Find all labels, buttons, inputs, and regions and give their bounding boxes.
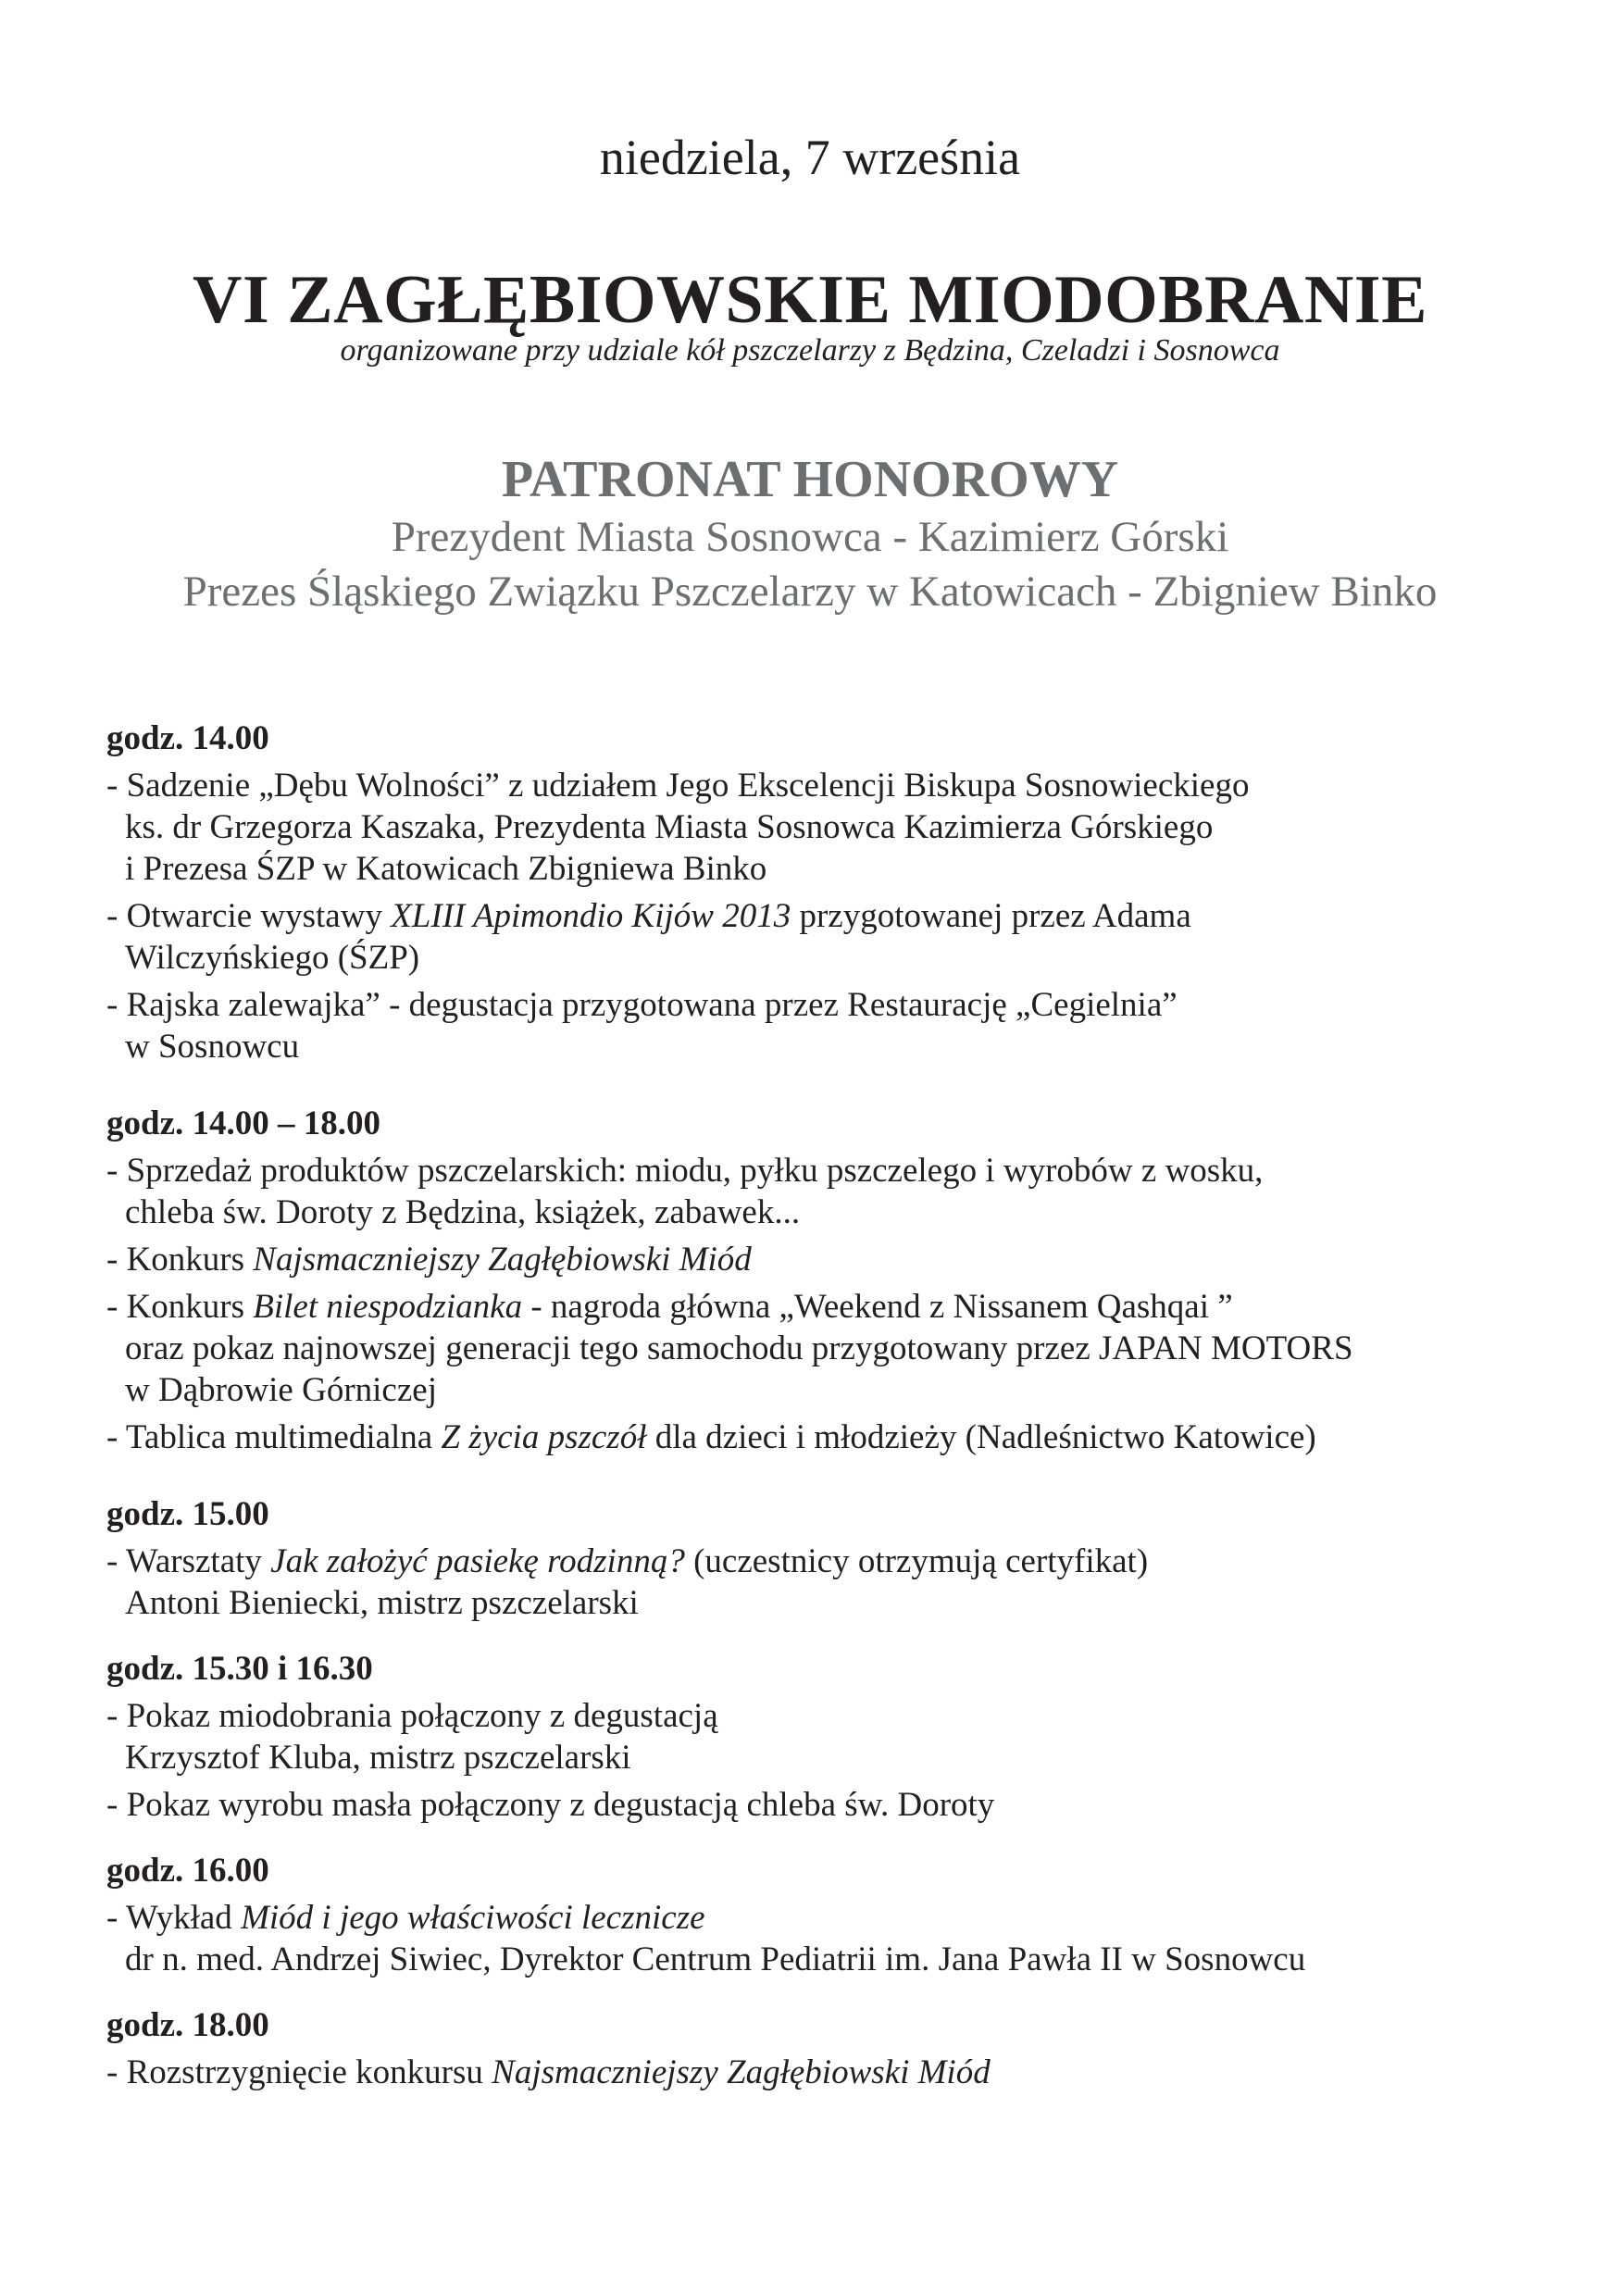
event-date: niedziela, 7 września [599, 130, 1021, 185]
schedule-item [106, 1239, 1551, 1280]
schedule-block [106, 1850, 1551, 1980]
schedule-item [106, 1541, 1551, 1624]
item-text: Wilczyńskiego (ŚZP) [125, 939, 420, 977]
item-text: dr n. med. Andrzej Siwiec, Dyrektor Centrum Pediatrii im. Jana Pawła II w Sosnowcu [125, 1940, 1306, 1978]
item-text [106, 1239, 1551, 1280]
item-text: - Rajska zalewajka” - degustacja przygotowana przez Restaurację „Cegielnia” [106, 986, 1178, 1024]
item-text-italic: Jak założyć pasiekę rodzinną? [270, 1542, 685, 1580]
item-text-plain: - Tablica multimedialna [106, 1418, 442, 1456]
patronage-line: Prezydent Miasta Sosnowca - Kazimierz Górski [391, 513, 1229, 561]
schedule-item [106, 1150, 1551, 1233]
item-text-plain: (uczestnicy otrzymują certyfikat) [684, 1542, 1149, 1580]
item-text: - Sprzedaż produktów pszczelarskich: miodu, pyłku pszczelego i wyrobów z wosku, [106, 1152, 1264, 1190]
schedule-item [106, 1286, 1551, 1411]
item-text-italic: Najsmaczniejszy Zagłębiowski Miód [492, 2053, 991, 2091]
schedule-item [106, 1784, 1551, 1826]
schedule-block [106, 1648, 1551, 1826]
item-text: - Sadzenie „Dębu Wolności” z udziałem Jego Ekscelencji Biskupa Sosnowieckiego [106, 767, 1250, 805]
item-text-plain: - Warsztaty [106, 1542, 271, 1580]
item-text [106, 895, 1551, 937]
item-text: w Dąbrowie Górniczej [125, 1371, 437, 1409]
item-text: Krzysztof Kluba, mistrz pszczelarski [125, 1739, 631, 1777]
item-text-italic: Bilet niespodzianka [253, 1288, 523, 1326]
schedule-block [106, 1493, 1551, 1624]
schedule-time: godz. 14.00 [106, 719, 269, 757]
schedule-item [106, 2052, 1551, 2093]
program-schedule [106, 718, 1551, 2117]
schedule-item [106, 765, 1551, 890]
schedule-time: godz. 18.00 [106, 2006, 269, 2044]
patronage-heading: PATRONAT HONOROWY [501, 451, 1119, 508]
schedule-item [106, 984, 1551, 1067]
schedule-item [106, 895, 1551, 979]
item-text-plain: - nagroda główna „Weekend z Nissanem Qashqai ” [522, 1288, 1233, 1326]
item-text-plain: dla dzieci i młodzieży (Nadleśnictwo Katowice) [646, 1418, 1316, 1456]
item-text [106, 1541, 1551, 1582]
item-text: w Sosnowcu [125, 1028, 300, 1066]
item-text: oraz pokaz najnowszej generacji tego samochodu przygotowany przez JAPAN MOTORS [125, 1329, 1353, 1367]
item-text-italic: Miód i jego właściwości lecznicze [241, 1899, 705, 1937]
item-text: chleba św. Doroty z Będzina, książek, zabawek... [125, 1193, 801, 1231]
schedule-time: godz. 16.00 [106, 1852, 269, 1890]
event-title: VI ZAGŁĘBIOWSKIE MIODOBRANIE [193, 262, 1427, 338]
item-text-italic: Z życia pszczół [441, 1418, 647, 1456]
schedule-time: godz. 15.30 i 16.30 [106, 1650, 373, 1688]
schedule-time: godz. 15.00 [106, 1495, 269, 1533]
item-text: Antoni Bieniecki, mistrz pszczelarski [125, 1584, 639, 1622]
schedule-item [106, 1695, 1551, 1778]
schedule-block [106, 2004, 1551, 2093]
item-text: ks. dr Grzegorza Kaszaka, Prezydenta Miasta Sosnowca Kazimierza Górskiego [125, 808, 1214, 846]
item-text-plain: przygotowanej przez Adama [791, 897, 1191, 935]
item-text: - Pokaz miodobrania połączony z degustacją [106, 1697, 718, 1735]
item-text [106, 1897, 1551, 1939]
schedule-item [106, 1897, 1551, 1980]
item-text-plain: - Konkurs [106, 1241, 254, 1279]
patronage-line: Prezes Śląskiego Związku Pszczelarzy w Katowicach - Zbigniew Binko [182, 568, 1438, 616]
item-text-plain: - Konkurs [106, 1288, 254, 1326]
item-text [106, 2052, 1551, 2093]
item-text-plain: - Otwarcie wystawy [106, 897, 392, 935]
schedule-item [106, 1416, 1551, 1458]
item-text-plain: - Rozstrzygnięcie konkursu [106, 2053, 492, 2091]
item-text [106, 1416, 1551, 1458]
item-text: - Pokaz wyrobu masła połączony z degustacją chleba św. Doroty [106, 1786, 995, 1824]
schedule-block [106, 718, 1551, 1067]
item-text: i Prezesa ŚZP w Katowicach Zbigniewa Binko [125, 850, 767, 888]
schedule-block [106, 1103, 1551, 1458]
item-text-italic: XLIII Apimondio Kijów 2013 [391, 897, 791, 935]
item-text [106, 1286, 1551, 1328]
event-subtitle: organizowane przy udziale kół pszczelarzy z Będzina, Czeladzi i Sosnowca [340, 333, 1280, 368]
item-text-plain: - Wykład [106, 1899, 242, 1937]
item-text-italic: Najsmaczniejszy Zagłębiowski Miód [253, 1241, 752, 1279]
schedule-time: godz. 14.00 – 18.00 [106, 1104, 380, 1142]
